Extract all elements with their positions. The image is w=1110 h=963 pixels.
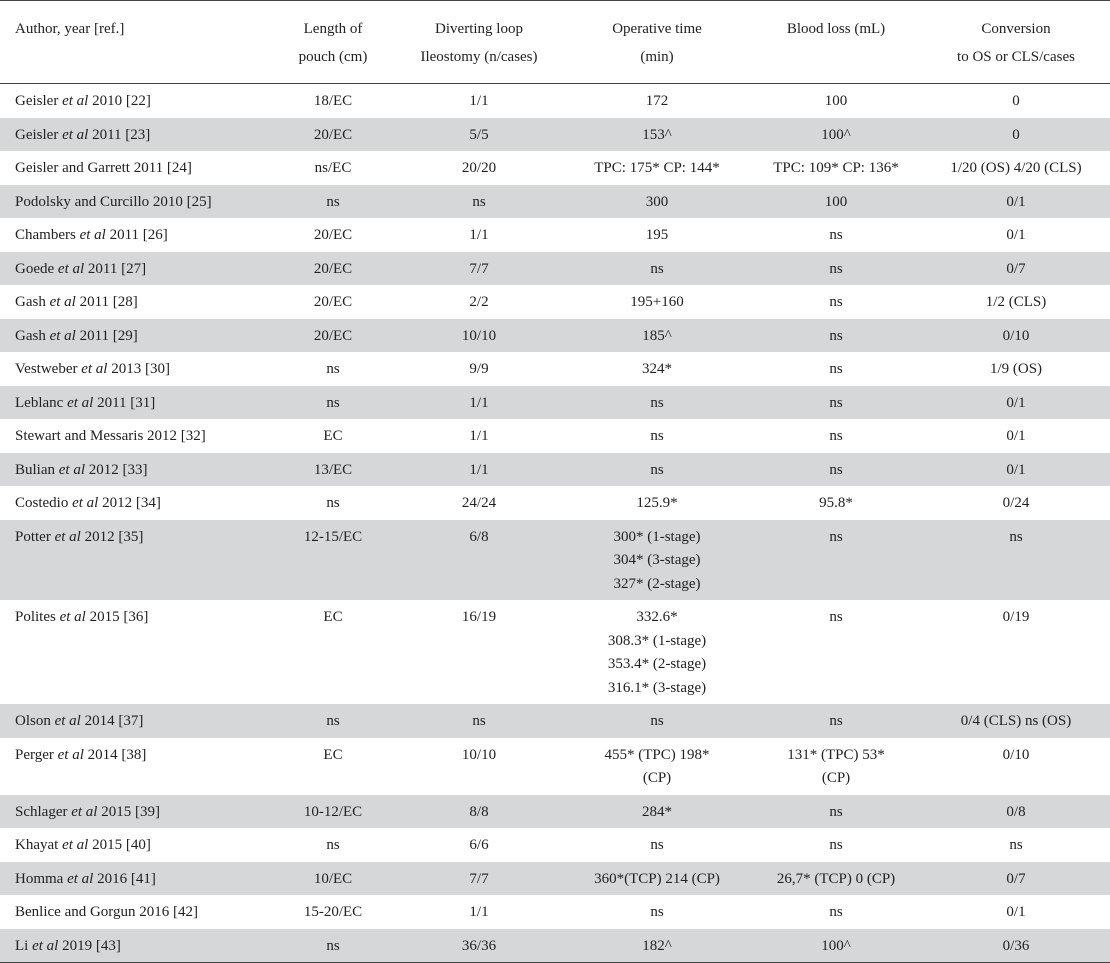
author-name: Polites	[15, 609, 56, 625]
cell-pouch-length: ns	[272, 929, 394, 963]
cell-pouch-length: ns	[272, 185, 394, 219]
cell-blood-loss: 100^	[750, 118, 922, 152]
cell-ileostomy: 6/8	[394, 520, 564, 601]
author-name: Benlice and Gorgun 2016 [42]	[15, 904, 199, 920]
cell-conversion: 0/4 (CLS) ns (OS)	[922, 704, 1110, 738]
cell-author	[0, 929, 272, 963]
author-year-ref: 2012 [34]	[98, 495, 161, 511]
cell-conversion: 0/10	[1002, 746, 1030, 763]
author-etal: et al	[67, 803, 98, 820]
author-etal: et al	[58, 126, 89, 143]
cell-pouch-length: ns/EC	[314, 160, 352, 176]
author-year-ref: 2011 [28]	[75, 294, 138, 310]
cell-conversion: 0/1	[1006, 904, 1026, 920]
cell-blood-loss: ns	[750, 795, 922, 829]
author-name: Chambers	[15, 227, 76, 243]
cell-blood-loss: 100^	[750, 929, 922, 963]
cell-ileostomy: 1/1	[394, 453, 564, 487]
cell-ileostomy: 5/5	[394, 118, 564, 152]
table-row	[0, 151, 1110, 185]
cell-ileostomy: 1/1	[469, 93, 489, 109]
table-row	[0, 453, 1110, 487]
cell-author	[0, 218, 272, 252]
author-etal: et al	[54, 260, 85, 277]
table-row	[0, 895, 1110, 929]
author-name: Leblanc	[15, 394, 64, 411]
cell-author	[0, 319, 272, 353]
cell-blood-loss: 100	[824, 93, 848, 109]
author-year-ref: 2015 [40]	[88, 837, 151, 853]
cell-pouch-length: 10/EC	[272, 862, 394, 896]
author-etal: et al	[58, 93, 89, 109]
cell-pouch-length: EC	[323, 428, 343, 444]
author-etal: et al	[50, 528, 81, 545]
author-etal: et al	[58, 837, 89, 853]
cell-operative-time: 195	[645, 227, 669, 243]
cell-blood-loss: TPC: 109* CP: 136*	[773, 160, 899, 176]
table-row	[0, 185, 1110, 219]
cell-ileostomy: 7/7	[394, 862, 564, 896]
author-etal: et al	[55, 461, 85, 478]
cell-author	[0, 486, 272, 520]
cell-operative-time: 125.9*	[636, 495, 678, 511]
table-row	[0, 319, 1110, 353]
cell-ileostomy: 1/1	[469, 428, 489, 444]
cell-pouch-length: 13/EC	[272, 453, 394, 487]
cell-conversion: 1/2 (CLS)	[985, 294, 1047, 310]
cell-blood-loss: ns	[750, 520, 922, 601]
table-row	[0, 795, 1110, 829]
cell-operative-time: 332.6* 308.3* (1-stage) 353.4* (2-stage) 316.1* (3-stage)	[607, 609, 707, 696]
cell-author	[0, 862, 272, 896]
cell-blood-loss: ns	[829, 428, 843, 444]
author-name: Gash	[15, 327, 46, 344]
author-year-ref: 2019 [43]	[58, 937, 121, 954]
cell-conversion: 0/1	[922, 386, 1110, 420]
cell-pouch-length: 20/EC	[313, 227, 353, 243]
cell-blood-loss: 95.8*	[819, 495, 853, 511]
cell-conversion: 1/20 (OS) 4/20 (CLS)	[950, 160, 1082, 176]
table-row	[0, 252, 1110, 286]
cell-blood-loss: ns	[750, 252, 922, 286]
cell-conversion: ns	[922, 520, 1110, 601]
author-year-ref: 2015 [36]	[85, 609, 149, 625]
cell-operative-time: ns	[564, 453, 750, 487]
table-row	[0, 218, 1110, 252]
cell-author	[0, 738, 272, 795]
author-name: Olson	[15, 713, 51, 729]
table-row	[0, 486, 1110, 520]
header-blood-loss: Blood loss (mL)	[750, 1, 922, 84]
table-row	[0, 862, 1110, 896]
table-row	[0, 520, 1110, 601]
cell-pouch-length: 20/EC	[313, 294, 353, 310]
cell-blood-loss: ns	[829, 361, 843, 377]
cell-conversion: 0	[922, 118, 1110, 152]
cell-author	[0, 252, 272, 286]
cell-operative-time: ns	[650, 904, 664, 920]
cell-operative-time: 195+160	[630, 294, 684, 310]
cell-ileostomy: 6/6	[469, 837, 489, 853]
cell-conversion: 0/1	[922, 185, 1110, 219]
cell-author	[0, 285, 272, 319]
cell-ileostomy: 10/10	[461, 746, 497, 763]
cell-blood-loss: ns	[750, 453, 922, 487]
table-row	[0, 84, 1110, 118]
cell-author	[0, 795, 272, 829]
cell-operative-time: 300	[564, 185, 750, 219]
author-name: Stewart and Messaris 2012 [32]	[15, 428, 206, 444]
author-year-ref: 2014 [38]	[83, 746, 147, 763]
table-row	[0, 285, 1110, 319]
cell-author	[0, 600, 272, 704]
cell-pouch-length: EC	[323, 609, 343, 625]
author-etal: et al	[63, 394, 94, 411]
author-etal: et al	[75, 227, 106, 243]
cell-operative-time: 172	[645, 93, 669, 109]
cell-blood-loss: 131* (TPC) 53* (CP)	[787, 746, 885, 786]
cell-blood-loss: ns	[750, 386, 922, 420]
cell-author	[0, 151, 272, 185]
cell-operative-time: 185^	[564, 319, 750, 353]
author-name: Geisler and Garrett 2011 [24]	[15, 160, 192, 176]
author-year-ref: 2010 [22]	[88, 93, 151, 109]
header-pouch-length: Length of pouch (cm)	[272, 1, 394, 84]
cell-conversion: 0/1	[922, 453, 1110, 487]
cell-ileostomy: 7/7	[394, 252, 564, 286]
table-row	[0, 352, 1110, 386]
table-row	[0, 828, 1110, 862]
cell-ileostomy: 36/36	[394, 929, 564, 963]
cell-operative-time: 182^	[564, 929, 750, 963]
cell-conversion: 1/9 (OS)	[989, 361, 1043, 377]
author-year-ref: 2014 [37]	[80, 713, 144, 729]
cell-blood-loss: ns	[829, 609, 843, 625]
cell-ileostomy: 2/2	[469, 294, 489, 310]
cell-ileostomy: 20/20	[461, 160, 497, 176]
table-row	[0, 929, 1110, 963]
cell-blood-loss: ns	[750, 704, 922, 738]
cell-pouch-length: 20/EC	[272, 319, 394, 353]
cell-pouch-length: 18/EC	[313, 93, 353, 109]
table-row	[0, 118, 1110, 152]
cell-conversion: 0/10	[922, 319, 1110, 353]
cell-pouch-length: 20/EC	[272, 252, 394, 286]
cell-conversion: 0/36	[922, 929, 1110, 963]
author-etal: et al	[28, 937, 59, 954]
cell-author	[0, 185, 272, 219]
cell-pouch-length: 10-12/EC	[272, 795, 394, 829]
cell-author	[0, 704, 272, 738]
cell-ileostomy: 8/8	[394, 795, 564, 829]
cell-blood-loss: ns	[829, 837, 843, 853]
author-year-ref: 2011 [27]	[84, 260, 147, 277]
cell-conversion: 0	[1012, 93, 1020, 109]
cell-pouch-length: ns	[326, 495, 340, 511]
cell-pouch-length: EC	[323, 746, 343, 763]
cell-operative-time: ns	[650, 428, 664, 444]
cell-ileostomy: 24/24	[461, 495, 497, 511]
cell-conversion: ns	[1009, 837, 1023, 853]
table-row	[0, 386, 1110, 420]
author-year-ref: 2013 [30]	[107, 361, 170, 377]
cell-conversion: 0/19	[1002, 609, 1030, 625]
author-name: Bulian	[15, 461, 55, 478]
cell-author	[0, 419, 272, 453]
cell-ileostomy: 1/1	[469, 227, 489, 243]
cell-author	[0, 895, 272, 929]
table-row	[0, 704, 1110, 738]
author-name: Podolsky and Curcillo 2010 [25]	[15, 193, 212, 210]
author-name: Geisler	[15, 93, 59, 109]
cell-author	[0, 520, 272, 601]
author-etal: et al	[53, 746, 84, 763]
cell-author	[0, 84, 272, 118]
author-etal: et al	[77, 361, 108, 377]
cell-author	[0, 386, 272, 420]
cell-blood-loss: ns	[750, 319, 922, 353]
cell-operative-time: ns	[650, 837, 664, 853]
author-etal: et al	[68, 495, 99, 511]
cell-pouch-length: ns	[326, 361, 340, 377]
cell-operative-time: 284*	[564, 795, 750, 829]
cell-ileostomy: 9/9	[469, 361, 489, 377]
cell-blood-loss: ns	[829, 294, 843, 310]
cell-operative-time: 360*(TCP) 214 (CP)	[564, 862, 750, 896]
cell-author	[0, 828, 272, 862]
cell-pouch-length: ns	[272, 704, 394, 738]
cell-ileostomy: 10/10	[394, 319, 564, 353]
author-name: Gash	[15, 294, 46, 310]
author-etal: et al	[63, 870, 94, 887]
author-name: Schlager	[15, 803, 68, 820]
cell-operative-time: ns	[564, 704, 750, 738]
cell-operative-time: 455* (TPC) 198* (CP)	[604, 746, 710, 786]
cell-operative-time: 324*	[642, 361, 672, 377]
header-operative-time: Operative time (min)	[564, 1, 750, 84]
author-year-ref: 2012 [33]	[85, 461, 148, 478]
author-year-ref: 2016 [41]	[93, 870, 156, 887]
author-etal: et al	[50, 713, 81, 729]
table-row	[0, 738, 1110, 795]
cell-conversion: 0/8	[922, 795, 1110, 829]
author-name: Khayat	[15, 837, 59, 853]
cell-author	[0, 352, 272, 386]
table-row	[0, 419, 1110, 453]
author-year-ref: 2011 [23]	[88, 126, 151, 143]
cell-author	[0, 453, 272, 487]
header-author: Author, year [ref.]	[0, 1, 272, 84]
author-year-ref: 2012 [35]	[80, 528, 144, 545]
cell-blood-loss: 26,7* (TCP) 0 (CP)	[750, 862, 922, 896]
cell-pouch-length: 15-20/EC	[303, 904, 363, 920]
header-ileostomy: Diverting loop Ileostomy (n/cases)	[394, 1, 564, 84]
cell-operative-time: TPC: 175* CP: 144*	[594, 160, 720, 176]
cell-ileostomy: ns	[394, 704, 564, 738]
cell-ileostomy: 16/19	[461, 609, 497, 625]
cell-pouch-length: ns	[326, 837, 340, 853]
author-name: Perger	[15, 746, 54, 763]
cell-operative-time: ns	[564, 386, 750, 420]
cell-conversion: 0/24	[1002, 495, 1030, 511]
author-name: Potter	[15, 528, 51, 545]
cell-operative-time: 153^	[564, 118, 750, 152]
cell-blood-loss: ns	[829, 904, 843, 920]
author-name: Goede	[15, 260, 55, 277]
author-name: Geisler	[15, 126, 59, 143]
cell-pouch-length: ns	[272, 386, 394, 420]
author-name: Costedio	[15, 495, 69, 511]
author-name: Homma	[15, 870, 64, 887]
cell-conversion: 0/7	[922, 252, 1110, 286]
author-name: Vestweber	[15, 361, 78, 377]
cell-conversion: 0/1	[1006, 428, 1026, 444]
table-row	[0, 600, 1110, 704]
cell-ileostomy: 1/1	[394, 386, 564, 420]
author-etal: et al	[45, 327, 76, 344]
author-name: Li	[15, 937, 29, 954]
cell-pouch-length: 20/EC	[272, 118, 394, 152]
cell-conversion: 0/1	[1006, 227, 1026, 243]
cell-operative-time: ns	[564, 252, 750, 286]
author-year-ref: 2011 [26]	[105, 227, 168, 243]
cell-operative-time: 300* (1-stage) 304* (3-stage) 327* (2-stage)	[564, 520, 750, 601]
cell-ileostomy: ns	[394, 185, 564, 219]
cell-blood-loss: ns	[829, 227, 843, 243]
cell-pouch-length: 12-15/EC	[272, 520, 394, 601]
cell-author	[0, 118, 272, 152]
header-conversion: Conversion to OS or CLS/cases	[922, 1, 1110, 84]
cell-conversion: 0/7	[922, 862, 1110, 896]
author-year-ref: 2011 [29]	[75, 327, 138, 344]
author-etal: et al	[45, 294, 76, 310]
header-row	[0, 1, 1110, 84]
cell-blood-loss: 100	[750, 185, 922, 219]
author-year-ref: 2011 [31]	[93, 394, 156, 411]
author-etal: et al	[55, 609, 86, 625]
cell-ileostomy: 1/1	[469, 904, 489, 920]
author-year-ref: 2015 [39]	[97, 803, 160, 820]
